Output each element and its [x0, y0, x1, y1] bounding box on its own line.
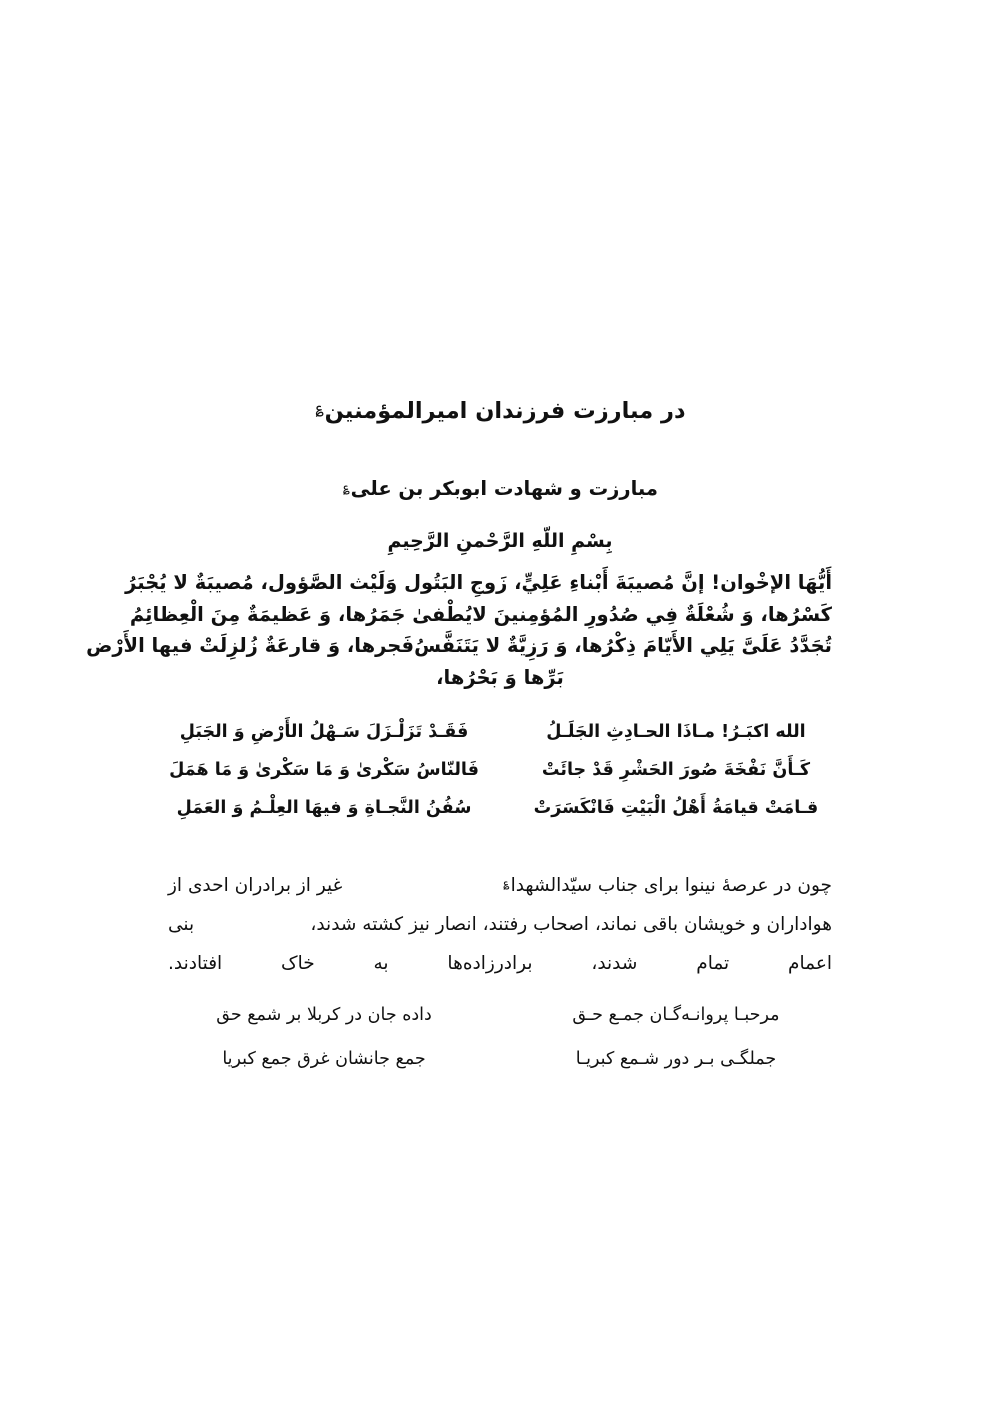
section-subtitle-text: مبارزت و شهادت ابوبکر بن علی: [350, 477, 658, 501]
arabic-line-end: لَيْث الصَّؤول، مُصيبَةٌ لا يُجْبَرُ: [125, 571, 386, 595]
hemistich-right: جملگـی بـر دور شـمع کبریـا: [575, 1049, 777, 1070]
arabic-passage-line: [86, 630, 832, 662]
arabic-couplet-row: [168, 759, 832, 800]
persian-prose-line: اعمام تمام شدند، برادرزاده‌ها به خاک افتادند.: [168, 952, 832, 974]
persian-couplet-row: [168, 1051, 832, 1095]
persian-prose-paragraph: [168, 866, 832, 984]
arabic-line-start: كَسْرُها، وَ شُعْلَةٌ فِي صُدُورِ المُؤمِنينَ لا: [472, 602, 832, 626]
basmala-line: بِسْمِ اللّهِ الرَّحْمنِ الرَّحِيمِ: [387, 529, 613, 552]
arabic-line-end: فَجرها، وَ قارعَةٌ زُلزِلَتْ فيها الأَرْض: [86, 634, 415, 658]
hemistich-left: جمع جانشان غرق جمع کبریا: [222, 1049, 426, 1070]
basmala-gap: [168, 555, 832, 567]
arabic-passage-final-line: بَرِّها وَ بَحْرُها،: [436, 665, 564, 689]
couplets-prose-gap: [168, 838, 832, 866]
passage-couplets-gap: [168, 694, 832, 724]
hemistich-right: مرحبـا پروانـه‌گـان جمـع حـق: [572, 1005, 780, 1026]
page-title-text: در مبارزت فرزندان امیرالمؤمنین: [324, 398, 686, 424]
hemistich-left: سُفُنُ النَّجـاةِ وَ فيهَا العِلْـمُ وَ العَمَلِ: [176, 797, 472, 818]
prose-line-end: غیر از برادران احدی از: [168, 874, 343, 896]
document-content: [86, 0, 832, 1095]
arabic-line-start: أَيُّهَا الإخْوان! إنَّ مُصيبَةَ أَبْناءِ عَلِيٍّ، زَوجِ البَتُول وَ: [385, 571, 832, 595]
honorific-symbol-icon: ؏: [503, 876, 510, 890]
persian-prose-line: [168, 905, 832, 944]
honorific-symbol-icon: ؏: [315, 400, 324, 417]
arabic-passage-line: [125, 567, 832, 599]
arabic-couplet-row: [168, 797, 832, 838]
persian-couplet-row: [168, 1007, 832, 1051]
prose-line-end: بنی: [168, 913, 195, 935]
page-title: [168, 396, 832, 426]
hemistich-left: فَقَـدْ تَزَلْـزَلَ سَـهْلُ الأَرْضِ وَ الجَبَلِ: [179, 721, 469, 742]
hemistich-right: قـامَتْ قيامَةُ أَهْلُ الْبَيْتِ فَانْكَسَرَتْ: [533, 797, 819, 818]
prose-couplets-gap: [168, 983, 832, 1007]
prose-line-start-text: چون در عرصهٔ نینوا برای جناب سیّدالشهدا: [510, 874, 832, 896]
hemistich-right: كَـأَنَّ نَفْخَةَ صُورَ الحَشْرِ قَدْ جائَتْ: [541, 759, 811, 780]
arabic-line-end: يُطْفىٰ جَمَرُها، وَ عَظيمَةٌ مِنَ الْعِظائِمُ: [129, 602, 473, 626]
arabic-couplet-row: [168, 721, 832, 762]
prose-line-start: هواداران و خویشان باقی نماند، اصحاب رفتند، انصار نیز کشته شدند،: [310, 913, 832, 935]
section-subtitle: [168, 476, 832, 502]
title-gap: [168, 426, 832, 476]
hemistich-right: الله اكبَـرُ! مـاذَا الحـادِثِ الجَلَـلُ: [546, 721, 806, 742]
arabic-couplets: [168, 721, 832, 838]
honorific-symbol-icon: ؏: [343, 480, 350, 494]
hemistich-left: فَالنّاسُ سَكْرىٰ وَ مَا سَكْرىٰ وَ مَا هَمَلَ: [169, 759, 479, 780]
arabic-passage-line: [129, 599, 832, 631]
hemistich-left: داده جان در کربلا بر شمع حق: [216, 1005, 432, 1026]
prose-line-start: [502, 866, 832, 905]
arabic-passage: [86, 567, 832, 693]
subtitle-gap: [168, 503, 832, 527]
persian-couplets: [168, 1007, 832, 1095]
persian-prose-line: [168, 866, 832, 905]
top-spacer: [168, 0, 832, 396]
arabic-line-start: تُجَدَّدُ عَلَىَّ يَلِي الأَيّامَ ذِكْرُها، وَ رَزِيَّةٌ لا يَتَنَفَّسُ: [414, 634, 832, 658]
